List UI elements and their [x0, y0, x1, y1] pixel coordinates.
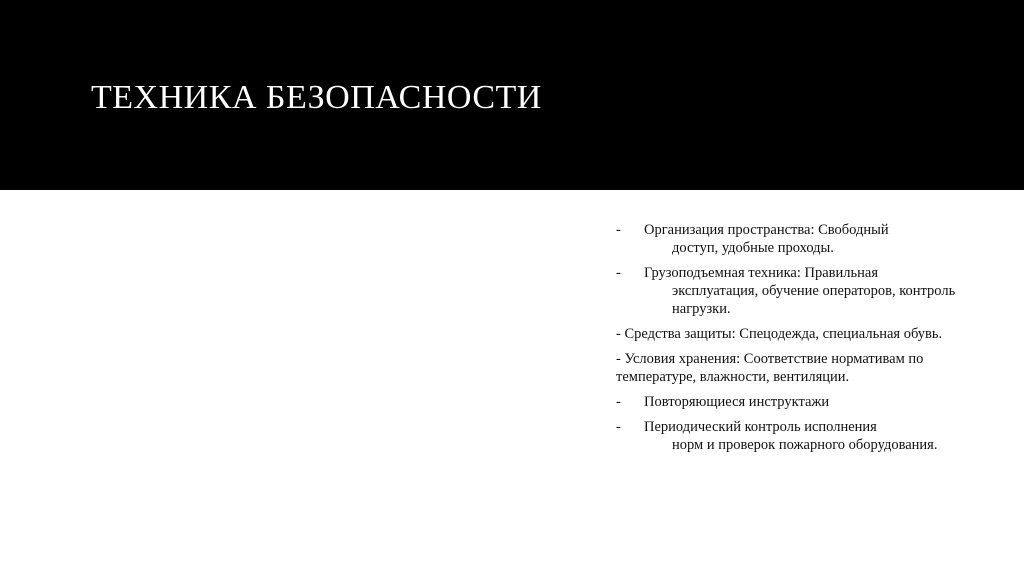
dash-marker: - — [616, 222, 621, 238]
list-item — [616, 350, 956, 386]
list-item-text: - Средства защиты: Спецодежда, специальная обувь. — [616, 326, 943, 342]
title-bar — [0, 0, 1024, 190]
list-item-text: - Условия хранения: Соответствие нормативам по температуре, влажности, вентиляции. — [616, 351, 924, 385]
list-item — [616, 325, 956, 343]
bullet-list — [616, 221, 956, 461]
list-item — [616, 393, 956, 411]
list-item-continuation: доступ, удобные проходы. — [672, 240, 834, 256]
dash-marker: - — [616, 394, 621, 410]
list-item-continuation: эксплуатация, обучение операторов, контроль нагрузки. — [672, 283, 956, 317]
list-item-text: Повторяющиеся инструктажи — [644, 394, 830, 410]
list-item-text: Грузоподъемная техника: Правильная — [644, 265, 878, 281]
list-item — [616, 418, 956, 454]
dash-marker: - — [616, 419, 621, 435]
list-item-text: Периодический контроль исполнения — [644, 419, 877, 435]
list-item-text: Организация пространства: Свободный — [644, 222, 889, 238]
slide-title: ТЕХНИКА БЕЗОПАСНОСТИ — [91, 79, 542, 116]
dash-marker: - — [616, 265, 621, 281]
list-item-continuation: норм и проверок пожарного оборудования. — [672, 437, 938, 453]
list-item — [616, 221, 956, 257]
list-item — [616, 264, 956, 318]
